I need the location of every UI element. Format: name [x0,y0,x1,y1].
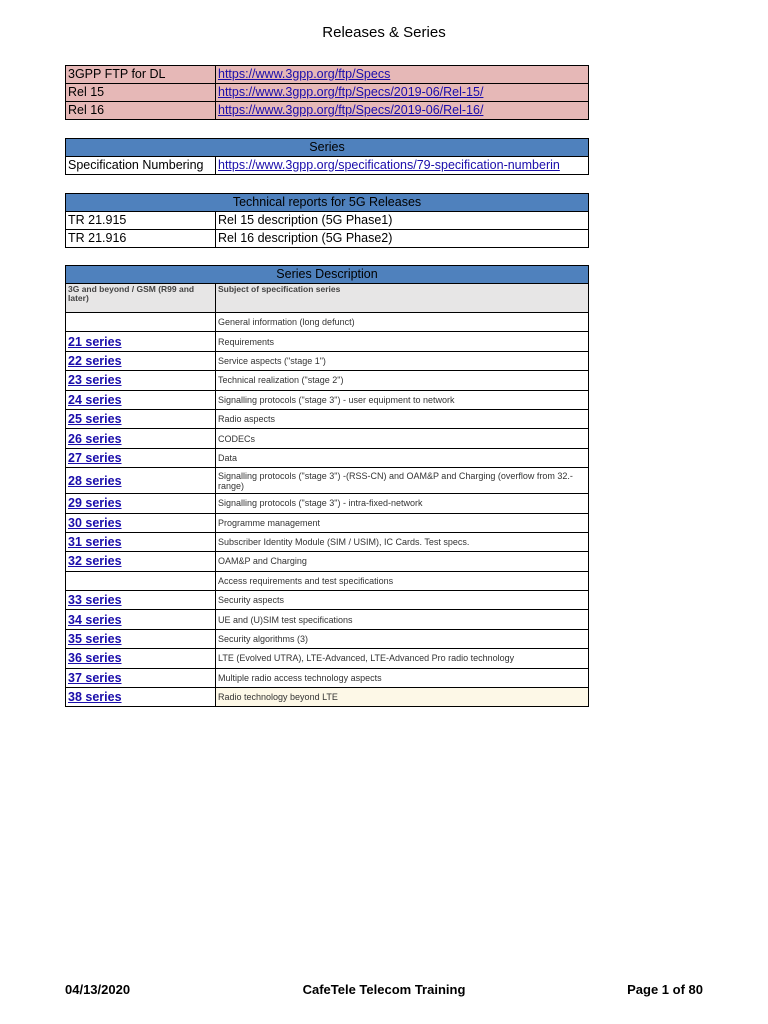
link-label: Rel 16 [66,102,216,120]
series-link[interactable]: 26 series [68,431,122,446]
rel16-link[interactable]: https://www.3gpp.org/ftp/Specs/2019-06/Rel-16/ [218,103,484,117]
table-row [66,513,589,532]
row-label: Specification Numbering [66,157,216,175]
series-subject: Security aspects [216,591,589,610]
series-subject: General information (long defunct) [216,313,589,332]
series-link[interactable]: 21 series [68,334,122,349]
series-subject: LTE (Evolved UTRA), LTE-Advanced, LTE-Advanced Pro radio technology [216,649,589,668]
footer-page: Page 1 of 80 [627,982,703,997]
series-subject: Requirements [216,332,589,351]
table-row [66,649,589,668]
table-row [66,591,589,610]
report-id: TR 21.915 [66,212,216,230]
series-link[interactable]: 31 series [68,535,122,550]
series-subject: UE and (U)SIM test specifications [216,610,589,629]
series-subject: Radio aspects [216,409,589,428]
series-link[interactable]: 22 series [68,353,122,368]
link-label: 3GPP FTP for DL [66,66,216,84]
table-row [66,84,589,102]
rel15-link[interactable]: https://www.3gpp.org/ftp/Specs/2019-06/Rel-15/ [218,85,484,99]
table-row [66,332,589,351]
series-link[interactable]: 29 series [68,496,122,511]
table-row [66,390,589,409]
series-link[interactable]: 24 series [68,392,122,407]
series-subject: OAM&P and Charging [216,552,589,571]
table-row [66,448,589,467]
table-header: Technical reports for 5G Releases [66,194,589,212]
series-link[interactable]: 36 series [68,651,122,666]
tech-reports-table [65,193,589,248]
column-headers [66,284,589,313]
report-id: TR 21.916 [66,230,216,248]
spec-numbering-link[interactable]: https://www.3gpp.org/specifications/79-specification-numberin [218,158,560,172]
series-link[interactable]: 33 series [68,593,122,608]
table-row [66,212,589,230]
link-label: Rel 15 [66,84,216,102]
series-cell-empty [66,571,216,590]
table-row [66,532,589,551]
table-row [66,351,589,370]
table-row [66,102,589,120]
series-subject: Signalling protocols ("stage 3") - user equipment to network [216,390,589,409]
table-row [66,494,589,513]
table-header: Series [66,139,589,157]
table-row [66,668,589,687]
table-row [66,688,589,707]
table-row [66,610,589,629]
series-subject: Technical realization ("stage 2") [216,371,589,390]
series-description-table [65,265,589,707]
series-link[interactable]: 37 series [68,670,122,685]
table-row [66,571,589,590]
column-header: Subject of specification series [216,284,589,313]
ftp-link[interactable]: https://www.3gpp.org/ftp/Specs [218,67,391,81]
table-row [66,230,589,248]
report-desc: Rel 16 description (5G Phase2) [216,230,589,248]
series-link[interactable]: 35 series [68,632,122,647]
footer-title: CafeTele Telecom Training [302,982,466,997]
series-subject: Multiple radio access technology aspects [216,668,589,687]
series-subject: Security algorithms (3) [216,629,589,648]
series-subject: Signalling protocols ("stage 3") - intra-fixed-network [216,494,589,513]
series-link[interactable]: 27 series [68,450,122,465]
table-row [66,313,589,332]
table-row [66,629,589,648]
table-row [66,66,589,84]
series-link[interactable]: 23 series [68,373,122,388]
table-header: Series Description [66,266,589,284]
series-link[interactable]: 30 series [68,515,122,530]
column-header: 3G and beyond / GSM (R99 and later) [66,284,216,313]
series-subject: Signalling protocols ("stage 3") -(RSS-CN) and OAM&P and Charging (overflow from 32.- range) [216,468,589,494]
series-subject: Service aspects ("stage 1") [216,351,589,370]
report-desc: Rel 15 description (5G Phase1) [216,212,589,230]
series-subject: Data [216,448,589,467]
links-table [65,65,589,120]
series-link[interactable]: 38 series [68,690,122,705]
series-subject: Access requirements and test specifications [216,571,589,590]
footer-date: 04/13/2020 [65,982,131,997]
series-cell-empty [66,313,216,332]
table-row [66,371,589,390]
series-subject: Radio technology beyond LTE [216,688,589,707]
series-subject: Subscriber Identity Module (SIM / USIM), IC Cards. Test specs. [216,532,589,551]
table-row [66,429,589,448]
table-row [66,157,589,175]
series-link[interactable]: 25 series [68,412,122,427]
series-table [65,138,589,175]
table-row [66,468,589,494]
series-link[interactable]: 32 series [68,554,122,569]
table-row [66,552,589,571]
series-subject: CODECs [216,429,589,448]
series-link[interactable]: 34 series [68,612,122,627]
page-title: Releases & Series [322,24,446,41]
series-link[interactable]: 28 series [68,473,122,488]
series-subject: Programme management [216,513,589,532]
table-row [66,409,589,428]
